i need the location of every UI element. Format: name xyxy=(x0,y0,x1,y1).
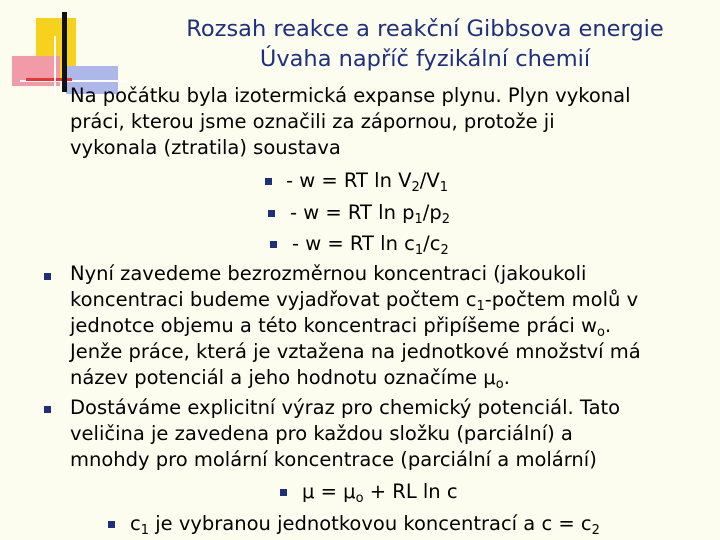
last-line: $c_1$ je vybranou jednotkovou koncentrací a $c = c_2$ xyxy=(130,512,600,538)
p3-line-2: veličina je zavedena pro každou složku (parciální) a xyxy=(70,422,573,445)
p2-line-3: jednotce objemu a této koncentraci připíšeme práci $w_o$. xyxy=(70,314,612,340)
p2-line-1: Nyní zavedeme bezrozměrnou koncentraci (jakoukoli xyxy=(70,262,587,285)
p1-line-2: práci, kterou jsme označili za zápornou, protože ji xyxy=(70,110,555,133)
bullet-3 xyxy=(44,406,51,413)
sub-bullet-4 xyxy=(280,489,287,496)
sub-bullet-2 xyxy=(268,210,275,217)
equation-3: - w = RT $\ln c_1/c_2$ xyxy=(292,232,449,258)
title-line-2: Úvaha napříč fyzikální chemií xyxy=(259,46,591,72)
sub-bullet-3 xyxy=(270,241,277,248)
sub-bullet-5 xyxy=(108,521,115,528)
p1-line-3: vykonala (ztratila) soustava xyxy=(70,136,341,159)
title-line-1: Rozsah reakce a reakční Gibbsova energie xyxy=(186,16,664,42)
p3-line-1: Dostáváme explicitní výraz pro chemický potenciál. Tato xyxy=(70,396,621,419)
p3-line-3: mnohdy pro molární koncentrace (parciální a molární) xyxy=(70,448,597,471)
slide-title xyxy=(130,14,720,74)
p2-line-5: název potenciál a jeho hodnotu označíme $\mu_o$. xyxy=(70,366,510,392)
equation-1: - w = RT $\ln V_2/V_1$ xyxy=(286,169,448,195)
deco-white-vline xyxy=(54,36,56,96)
p1-line-1: Na počátku byla izotermická expanse plynu. Plyn vykonal xyxy=(70,84,631,107)
p2-line-2: koncentraci budeme vyjadřovat počtem $c_1$-počtem molů v xyxy=(70,288,639,314)
p2-line-4: Jenže práce, která je vztažena na jednotkové množství má xyxy=(70,340,641,363)
bullet-2 xyxy=(44,273,51,280)
deco-vertical-bar xyxy=(62,12,67,92)
equation-2: - w = RT $\ln p_1/p_2$ xyxy=(290,201,451,227)
equation-4: $\mu = \mu_o$ + RL ln c xyxy=(302,480,458,506)
sub-bullet-1 xyxy=(265,178,272,185)
